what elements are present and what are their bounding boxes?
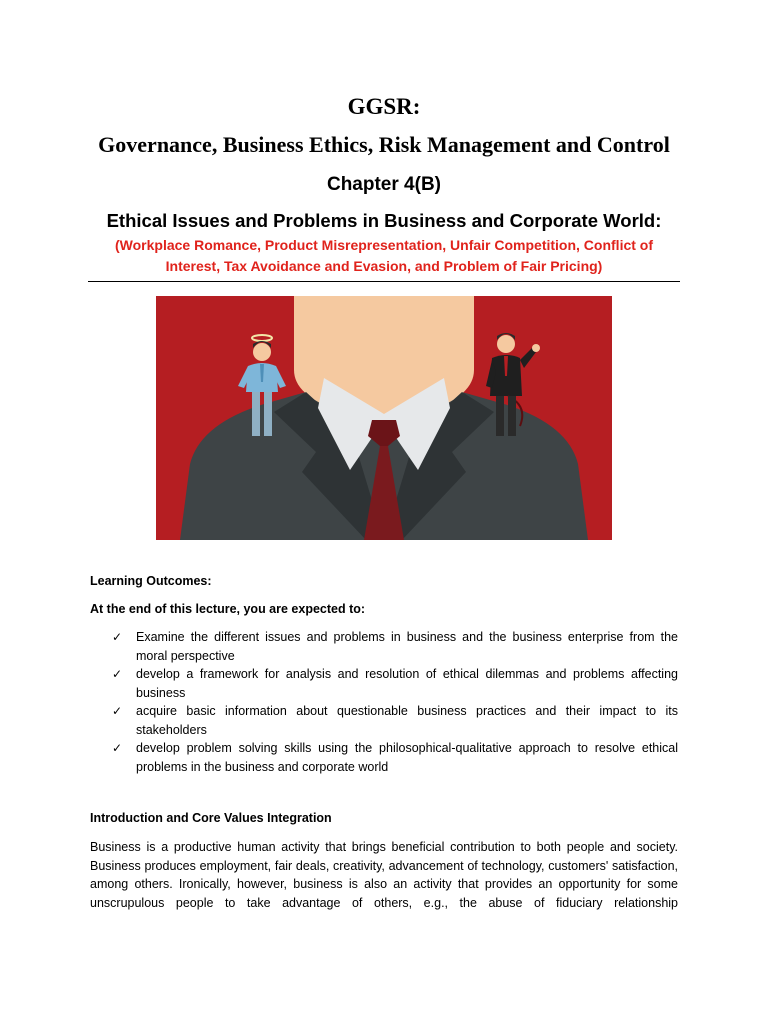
topic-title: Ethical Issues and Problems in Business and Corporate World: (106, 210, 662, 231)
checkmark-icon: ✓ (112, 704, 123, 718)
subtopics-line-2: Interest, Tax Avoidance and Evasion, and Problem of Fair Pricing) (165, 258, 603, 274)
checkmark-icon: ✓ (112, 667, 123, 681)
introduction-body: Business is a productive human activity that brings beneficial contribution to both people and society. Business produces employment, fair deals, creativity, advancement of technology, customers' satisfaction, among others. Ironically, however, business is also an activity that provides an opportunity for some unscrupulous people to take advantage of others, e.g., the abuse of fiduciary relationship (90, 840, 678, 910)
learning-outcomes-heading: Learning Outcomes: (90, 574, 212, 588)
businessman-angel-devil-illustration (156, 296, 612, 540)
document-label: GGSR: (347, 94, 421, 119)
subtopics (0, 235, 768, 277)
learning-outcomes-list (112, 628, 678, 776)
list-item: ✓ acquire basic information about questionable business practices and their impact to its stakeholders (112, 704, 678, 737)
list-item: ✓ Examine the different issues and problems in business and the business enterprise from the moral perspective (112, 630, 678, 663)
chapter-title: Chapter 4(B) (326, 174, 441, 195)
list-item: ✓ develop problem solving skills using the philosophical-qualitative approach to resolve ethical problems in the business and corporate world (112, 741, 678, 774)
learning-outcomes-intro: At the end of this lecture, you are expected to: (90, 602, 366, 616)
introduction-heading: Introduction and Core Values Integration (90, 811, 332, 825)
course-title: Governance, Business Ethics, Risk Management and Control (98, 132, 670, 157)
subtopics-line-1: (Workplace Romance, Product Misrepresentation, Unfair Competition, Conflict of (114, 237, 654, 253)
checkmark-icon: ✓ (112, 630, 123, 644)
checkmark-icon: ✓ (112, 741, 123, 755)
list-item: ✓ develop a framework for analysis and resolution of ethical dilemmas and problems affecting business (112, 667, 678, 700)
title-divider (88, 281, 680, 282)
